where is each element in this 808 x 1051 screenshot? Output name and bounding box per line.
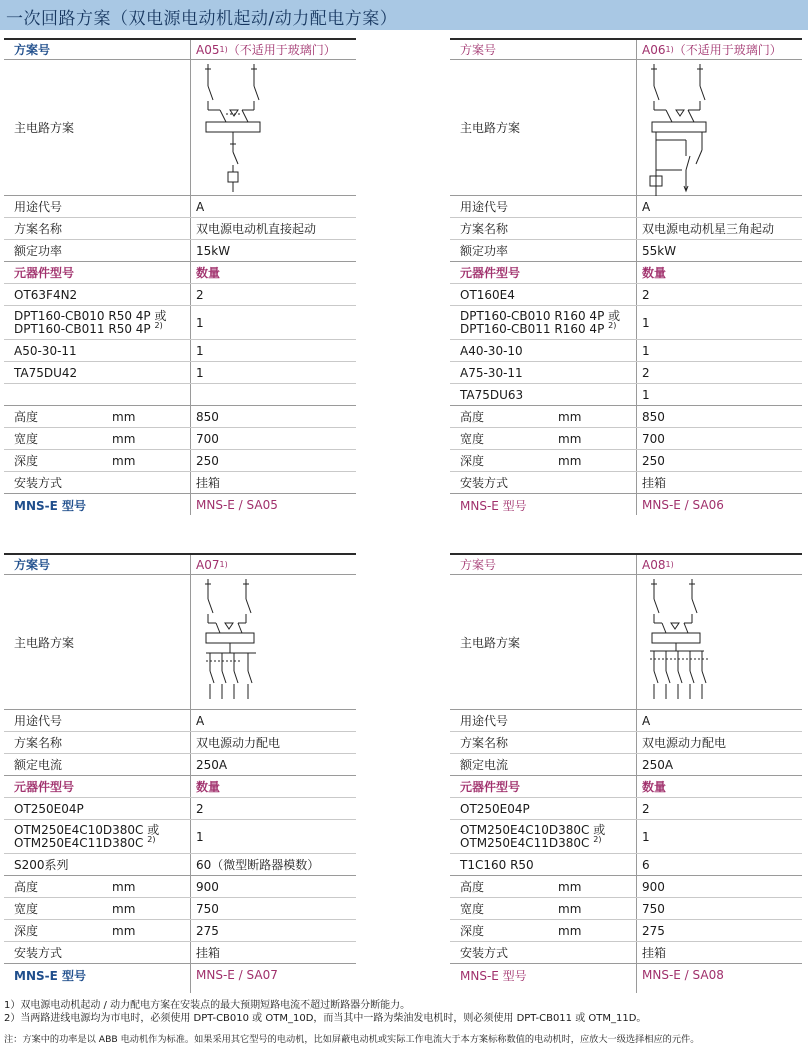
row-component-header: 元器件型号 数量 — [4, 776, 356, 798]
row-main-circuit: 主电路方案 — [450, 575, 802, 710]
row-scheme-name: 方案名称 双电源电动机直接起动 — [4, 218, 356, 240]
row-mns-model: MNS-E 型号 MNS-E / SA08 — [460, 968, 724, 983]
scheme-panel-a07 — [4, 553, 356, 993]
circuit-diagram — [642, 60, 722, 196]
row-scheme-no: 方案号 A06 1) （不适用于玻璃门） — [450, 38, 802, 60]
row-main-circuit: 主电路方案 — [4, 575, 356, 710]
row-depth: 深度 mm 250 — [4, 450, 356, 472]
component-row: T1C160 R50 6 — [450, 854, 802, 876]
row-rated-current: 额定电流 250A — [450, 754, 802, 776]
row-scheme-name: 方案名称 双电源动力配电 — [4, 732, 356, 754]
component-row: OT250E04P 2 — [4, 798, 356, 820]
row-scheme-name: 方案名称 双电源动力配电 — [450, 732, 802, 754]
row-height: 高度 mm 900 — [450, 876, 802, 898]
row-height: 高度 mm 850 — [4, 406, 356, 428]
scheme-number: A05 1) （不适用于玻璃门） — [196, 42, 336, 57]
component-row: A50-30-11 1 — [4, 340, 356, 362]
scheme-number: A07 1) — [196, 557, 228, 572]
component-row: OT63F4N2 2 — [4, 284, 356, 306]
row-width: 宽度 mm 750 — [4, 898, 356, 920]
row-height: 高度 mm 850 — [450, 406, 802, 428]
row-scheme-no: 方案号 A08 1) — [450, 553, 802, 575]
row-width: 宽度 mm 700 — [4, 428, 356, 450]
component-row: OT250E04P 2 — [450, 798, 802, 820]
row-rated-current: 额定电流 250A — [4, 754, 356, 776]
row-width: 宽度 mm 750 — [450, 898, 802, 920]
row-scheme-no: 方案号 A05 1) （不适用于玻璃门） — [4, 38, 356, 60]
scheme-panel-a08 — [450, 553, 802, 993]
row-height: 高度 mm 900 — [4, 876, 356, 898]
component-row: A40-30-10 1 — [450, 340, 802, 362]
component-row: OT160E4 2 — [450, 284, 802, 306]
circuit-diagram — [196, 575, 276, 710]
row-mounting: 安装方式 挂箱 — [4, 472, 356, 494]
component-row: S200系列 60（微型断路器模数） — [4, 854, 356, 876]
row-mns-model: MNS-E 型号 MNS-E / SA06 — [460, 498, 724, 513]
row-usage-code: 用途代号 A — [450, 710, 802, 732]
scheme-panel-a05 — [4, 38, 356, 518]
row-usage-code: 用途代号 A — [4, 196, 356, 218]
component-row: TA75DU63 1 — [450, 384, 802, 406]
row-depth: 深度 mm 275 — [4, 920, 356, 942]
row-mounting: 安装方式 挂箱 — [450, 942, 802, 964]
row-component-header: 元器件型号 数量 — [4, 262, 356, 284]
row-rated-power: 额定功率 15kW — [4, 240, 356, 262]
component-row: A75-30-11 2 — [450, 362, 802, 384]
scheme-number: A06 1) （不适用于玻璃门） — [642, 42, 782, 57]
row-usage-code: 用途代号 A — [4, 710, 356, 732]
scheme-number: A08 1) — [642, 557, 674, 572]
component-row: DPT160-CB010 R50 4P 或 DPT160-CB011 R50 4P $^{2)}$ 1 — [4, 306, 356, 340]
row-component-header: 元器件型号 数量 — [450, 262, 802, 284]
row-scheme-name: 方案名称 双电源电动机星三角起动 — [450, 218, 802, 240]
row-usage-code: 用途代号 A — [450, 196, 802, 218]
row-mns-model: MNS-E 型号 MNS-E / SA07 — [14, 968, 278, 983]
page-header — [0, 0, 808, 30]
row-scheme-no: 方案号 A07 1) — [4, 553, 356, 575]
component-row: OTM250E4C10D380C 或 OTM250E4C11D380C $^{2)}$ 1 — [4, 820, 356, 854]
row-main-circuit: 主电路方案 — [450, 60, 802, 196]
component-row: TA75DU42 1 — [4, 362, 356, 384]
row-mounting: 安装方式 挂箱 — [450, 472, 802, 494]
row-mounting: 安装方式 挂箱 — [4, 942, 356, 964]
footnote-2: 2）当两路进线电源均为市电时，必须使用 DPT-CB010 或 OTM_10D，而当其中一路为柴油发电机时，则必须使用 DPT-CB011 或 OTM_11D。 — [4, 1013, 647, 1024]
footnote-1: 1）双电源电动机起动 / 动力配电方案在安装点的最大预期短路电流不超过断路器分断能力。 — [4, 1000, 411, 1011]
component-row-empty — [4, 384, 356, 406]
row-main-circuit: 主电路方案 — [4, 60, 356, 196]
component-row: DPT160-CB010 R160 4P 或 DPT160-CB011 R160 4P $^{2)}$ 1 — [450, 306, 802, 340]
circuit-diagram — [642, 575, 722, 710]
circuit-diagram — [196, 60, 276, 196]
component-row: OTM250E4C10D380C 或 OTM250E4C11D380C $^{2)}$ 1 — [450, 820, 802, 854]
page-title: 一次回路方案（双电源电动机起动/动力配电方案） — [6, 9, 398, 29]
footnote-note: 注：方案中的功率是以 ABB 电动机作为标准。如果采用其它型号的电动机，比如屏蔽电动机或实际工作电流大于本方案标称数值的电动机时，应放大一级选择相应的元件。 — [4, 1034, 700, 1045]
scheme-panel-a06 — [450, 38, 802, 518]
row-rated-power: 额定功率 55kW — [450, 240, 802, 262]
row-component-header: 元器件型号 数量 — [450, 776, 802, 798]
row-mns-model: MNS-E 型号 MNS-E / SA05 — [14, 498, 278, 513]
row-width: 宽度 mm 700 — [450, 428, 802, 450]
row-depth: 深度 mm 275 — [450, 920, 802, 942]
row-depth: 深度 mm 250 — [450, 450, 802, 472]
